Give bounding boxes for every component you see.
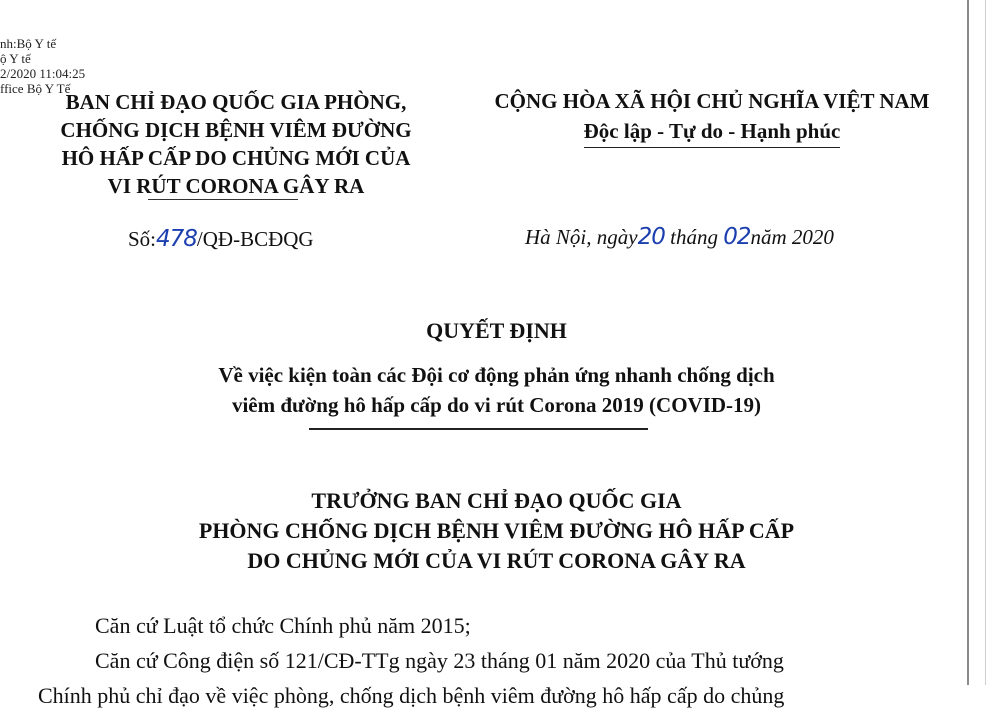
body-paragraph: Căn cứ Công điện số 121/CĐ-TTg ngày 23 tháng 01 năm 2020 của Thủ tướng	[95, 648, 784, 673]
issuing-agency-header	[25, 88, 447, 200]
signature-line: ffice Bộ Y Tế	[0, 81, 71, 96]
body-paragraph: Căn cứ Luật tổ chức Chính phủ năm 2015;	[95, 613, 471, 638]
agency-underline	[148, 199, 298, 200]
national-motto-header	[462, 86, 962, 148]
authority-line: TRƯỞNG BAN CHỈ ĐẠO QUỐC GIA	[311, 488, 682, 513]
date-month-word: tháng	[664, 225, 724, 249]
signature-line: 2/2020 11:04:25	[0, 66, 86, 81]
signature-line: nh:Bộ Y tế	[0, 36, 57, 51]
body-paragraph: Chính phủ chỉ đạo về việc phòng, chống dịch bệnh viêm đường hô hấp cấp do chủng	[38, 683, 785, 708]
agency-line: HÔ HẤP CẤP DO CHỦNG MỚI CỦA	[61, 146, 411, 170]
authority-heading	[0, 486, 993, 576]
subject-line: viêm đường hô hấp cấp do vi rút Corona 2019 (COVID-19)	[231, 393, 762, 417]
handwritten-month: 02	[723, 224, 751, 250]
subject-underline	[309, 428, 648, 430]
number-prefix: Số:	[128, 227, 157, 251]
decision-title: QUYẾT ĐỊNH	[426, 318, 567, 343]
authority-line: DO CHỦNG MỚI CỦA VI RÚT CORONA GÂY RA	[247, 548, 746, 573]
signature-line: ộ Y tế	[0, 51, 31, 66]
date-year: năm 2020	[750, 225, 834, 249]
document-number	[128, 226, 314, 252]
agency-line: VI RÚT CORONA GÂY RA	[107, 174, 365, 198]
number-suffix: /QĐ-BCĐQG	[196, 227, 314, 251]
decision-subject	[0, 360, 993, 420]
digital-signature-stamp	[0, 36, 140, 96]
date-place: Hà Nội, ngày	[525, 225, 638, 249]
country-name: CỘNG HÒA XÃ HỘI CHỦ NGHĨA VIỆT NAM	[494, 89, 930, 113]
subject-line: Về việc kiện toàn các Đội cơ động phản ứng nhanh chống dịch	[218, 363, 775, 387]
handwritten-number: 478	[156, 226, 197, 252]
document-body	[0, 608, 993, 713]
motto: Độc lập - Tự do - Hạnh phúc	[584, 116, 841, 148]
agency-line: CHỐNG DỊCH BỆNH VIÊM ĐƯỜNG	[60, 118, 412, 142]
authority-line: PHÒNG CHỐNG DỊCH BỆNH VIÊM ĐƯỜNG HÔ HẤP CẤP	[198, 518, 795, 543]
issue-date	[525, 224, 834, 250]
agency-line: BAN CHỈ ĐẠO QUỐC GIA PHÒNG,	[65, 90, 407, 114]
handwritten-day: 20	[637, 224, 665, 250]
